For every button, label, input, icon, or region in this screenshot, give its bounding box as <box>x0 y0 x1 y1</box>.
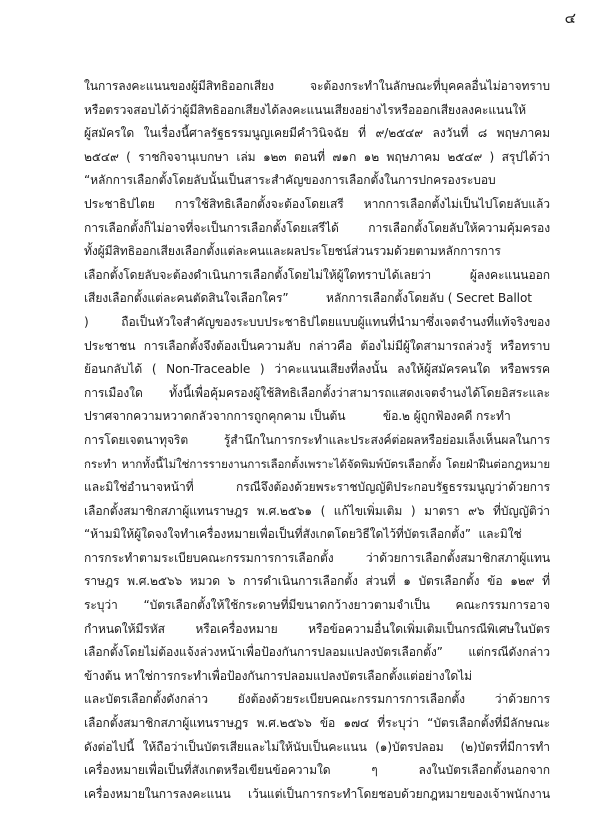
text-line: ข้างต้น หาใช่การกระทำเพื่อป้องกันการปลอมแปลงบัตรเลือกตั้งแต่อย่างใดไม่ <box>84 668 472 683</box>
text-line: เครื่องหมายในการลงคะแนน เว้นแต่เป็นการกระทำโดยชอบด้วยกฎหมายของเจ้าพนักงาน <box>84 786 550 801</box>
text-line: ) ถือเป็นหัวใจสำคัญของระบบประชาธิปไตยแบบผู้แทนที่นำมาซึ่งเจตจำนงที่แท้จริงของ <box>84 314 550 329</box>
body-text <box>84 75 550 806</box>
text-line: ย้อนกลับได้ ( Non-Traceable ) ว่าคะแนนเสียงที่ลงนั้น ลงให้ผู้สมัครคนใด หรือพรรค <box>84 362 550 377</box>
text-line: ปราศจากความหวาดกลัวจากการถูกคุกคาม เป็นต้น ข้อ.๒ ผู้ถูกฟ้องคดี กระทำ <box>84 409 511 424</box>
text-line: ๒๕๔๙ ( ราชกิจจานุเบกษา เล่ม ๑๒๓ ตอนที่ ๗๑ก ๑๒ พฤษภาคม ๒๕๔๙ ) สรุปได้ว่า <box>84 149 550 164</box>
text-line: ดังต่อไปนี้ ให้ถือว่าเป็นบัตรเสียและไม่ให้นับเป็นคะแนน (๑)บัตรปลอม (๒)บัตรที่มีการทำ <box>84 739 550 754</box>
text-line: “หลักการเลือกตั้งโดยลับนั้นเป็นสาระสำคัญของการเลือกตั้งในการปกครองระบอบ <box>84 173 496 188</box>
text-line: เลือกตั้งโดยไม่ต้องแจ้งล่วงหน้าเพื่อป้องกันการปลอมแปลงบัตรเลือกตั้ง” แต่กรณีดังกล่าว <box>84 645 550 660</box>
text-line: การเลือกตั้งก็ไม่อาจที่จะเป็นการเลือกตั้งโดยเสรีได้ การเลือกตั้งโดยลับให้ความคุ้มครอง <box>84 220 550 235</box>
text-line: ผู้สมัครใด ในเรื่องนี้ศาลรัฐธรรมนูญเคยมีคำวินิจฉัย ที่ ๙/๒๕๔๙ ลงวันที่ ๘ พฤษภาคม <box>84 126 550 141</box>
text-line: ทั้งผู้มีสิทธิออกเสียงเลือกตั้งแต่ละคนและผลประโยชน์ส่วนรวมด้วยตามหลักการการ <box>84 244 501 259</box>
text-line: และมิใช่อำนาจหน้าที่ กรณีจึงต้องด้วยพระราชบัญญัติประกอบรัฐธรรมนูญว่าด้วยการ <box>84 480 550 495</box>
text-line: กำหนดให้มีรหัส หรือเครื่องหมาย หรือข้อความอื่นใดเพิ่มเติมเป็นกรณีพิเศษในบัตร <box>84 621 550 636</box>
text-line: กระทำ หากทั้งนี้ไม่ใช่การรายงานการเลือกตั้งเพราะได้จัดพิมพ์บัตรเลือกตั้ง โดยฝ่าฝืนต่อกฎหมาย <box>84 456 550 471</box>
text-line: การเมืองใด ทั้งนี้เพื่อคุ้มครองผู้ใช้สิทธิเลือกตั้งว่าสามารถแสดงเจตจำนงได้โดยอิสระและ <box>84 385 550 400</box>
text-line: เสียงเลือกตั้งแต่ละคนตัดสินใจเลือกใคร” หลักการเลือกตั้งโดยลับ ( Secret Ballot <box>84 291 532 306</box>
text-line: ประชาชน การเลือกตั้งจึงต้องเป็นความลับ กล่าวคือ ต้องไม่มีผู้ใดสามารถล่วงรู้ หรือทราบ <box>84 338 550 353</box>
text-line: หรือตรวจสอบได้ว่าผู้มีสิทธิออกเสียงได้ลงคะแนนเสียงอย่างไรหรือออกเสียงลงคะแนนให้ <box>84 102 527 117</box>
text-line: เลือกตั้งโดยลับจะต้องดำเนินการเลือกตั้งโดยไม่ให้ผู้ใดทราบได้เลยว่า ผู้ลงคะแนนออก <box>84 267 550 282</box>
text-line: และบัตรเลือกตั้งดังกล่าว ยังต้องด้วยระเบียบคณะกรรมการการเลือกตั้ง ว่าด้วยการ <box>84 692 550 707</box>
text-line: ประชาธิปไตย การใช้สิทธิเลือกตั้งจะต้องโดยเสรี หากการเลือกตั้งไม่เป็นไปโดยลับแล้ว <box>84 196 550 211</box>
text-line: ระบุว่า “บัตรเลือกตั้งให้ใช้กระดาษที่มีขนาดกว้างยาวตามจำเป็น คณะกรรมการอาจ <box>84 598 550 613</box>
text-line: เครื่องหมายเพื่อเป็นที่สังเกตหรือเขียนข้อความใด ๆ ลงในบัตรเลือกตั้งนอกจาก <box>84 763 550 778</box>
page-number: ๔ <box>564 9 576 27</box>
text-line: การกระทำตามระเบียบคณะกรรมการการเลือกตั้ง ว่าด้วยการเลือกตั้งสมาชิกสภาผู้แทน <box>84 550 550 565</box>
text-line: “ห้ามมิให้ผู้ใดจงใจทำเครื่องหมายเพื่อเป็นที่สังเกตโดยวิธีใดไว้ที่บัตรเลือกตั้ง” และมิใช่ <box>84 527 522 542</box>
text-line: เลือกตั้งสมาชิกสภาผู้แทนราษฎร พ.ศ.๒๕๖๑ ( แก้ไขเพิ่มเติม ) มาตรา ๙๖ ที่บัญญัติว่า <box>84 503 550 518</box>
text-line: ในการลงคะแนนของผู้มีสิทธิออกเสียง จะต้องกระทำในลักษณะที่บุคคลอื่นไม่อาจทราบ <box>84 79 550 93</box>
text-line: การโดยเจตนาทุจริต รู้สำนึกในการกระทำและประสงค์ต่อผลหรือย่อมเล็งเห็นผลในการ <box>84 432 550 447</box>
text-line: ราษฎร พ.ศ.๒๕๖๖ หมวด ๖ การดำเนินการเลือกตั้ง ส่วนที่ ๑ บัตรเลือกตั้ง ข้อ ๑๒๙ ที่ <box>84 574 550 589</box>
text-line: เลือกตั้งสมาชิกสภาผู้แทนราษฎร พ.ศ.๒๕๖๖ ข้อ ๑๗๔ ที่ระบุว่า “บัตรเลือกตั้งที่มีลักษณะ <box>84 716 550 731</box>
